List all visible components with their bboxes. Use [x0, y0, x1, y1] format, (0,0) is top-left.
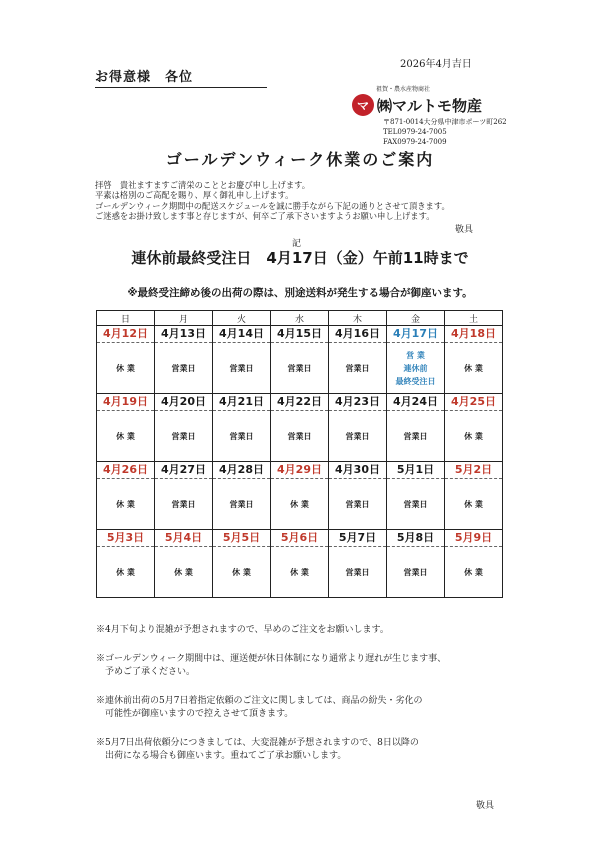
weekday-header: 金 — [387, 311, 445, 326]
day-status-line: 営業日 — [229, 363, 254, 373]
calendar-day-cell — [155, 326, 213, 394]
calendar-day-cell — [271, 462, 329, 530]
day-date: 4月14日 — [213, 326, 270, 343]
company-logo-icon: マ — [352, 94, 374, 116]
calendar-week-row — [97, 530, 503, 598]
day-status-line: 営業日 — [171, 431, 196, 441]
company-subtitle: 祖賀・農水産物商社 — [376, 86, 431, 93]
day-status — [155, 343, 212, 393]
calendar-day-cell — [387, 394, 445, 462]
day-date: 4月16日 — [329, 326, 386, 343]
calendar-day-cell — [155, 530, 213, 598]
day-date: 4月25日 — [445, 394, 502, 411]
day-date: 4月15日 — [271, 326, 328, 343]
order-deadline: 連休前最終受注日 4月17日（金）午前11時まで — [131, 249, 469, 267]
day-status-line: 休 業 — [116, 567, 135, 577]
calendar-day-cell — [213, 326, 271, 394]
day-status-line: 休 業 — [232, 567, 251, 577]
day-status — [387, 343, 444, 393]
day-status-line: 営業日 — [345, 431, 370, 441]
day-date: 5月9日 — [445, 530, 502, 547]
day-status-line: 営業日 — [287, 431, 312, 441]
day-status-line: 休 業 — [464, 567, 483, 577]
day-date: 4月13日 — [155, 326, 212, 343]
day-date: 4月22日 — [271, 394, 328, 411]
company-block — [352, 84, 512, 116]
day-date: 5月7日 — [329, 530, 386, 547]
day-status-line: 営業日 — [345, 499, 370, 509]
greeting-line: 平素は格別のご高配を賜り、厚く御礼申し上げます。 — [95, 190, 294, 201]
note-line: ※連休前出荷の5月7日着指定依頼のご注文に関しましては、商品の紛失・劣化の — [96, 696, 423, 706]
calendar-day-cell — [329, 462, 387, 530]
calendar-day-cell — [155, 394, 213, 462]
address-line: 〒871-0014大分県中津市ポーツ町262 — [383, 118, 507, 126]
holiday-calendar — [96, 310, 503, 598]
ki-marker: 記 — [292, 239, 302, 249]
day-status-line: 休 業 — [174, 567, 193, 577]
day-status — [445, 547, 502, 597]
calendar-day-cell — [97, 326, 155, 394]
note-item — [96, 737, 516, 763]
day-date: 5月8日 — [387, 530, 444, 547]
note-line: 可能性が御座いますので控えさせて頂きます。 — [96, 709, 294, 719]
day-status — [213, 411, 270, 461]
weekday-header: 日 — [97, 311, 155, 326]
day-status — [445, 479, 502, 529]
tel-line: TEL0979-24-7005 — [383, 128, 447, 136]
day-date: 4月20日 — [155, 394, 212, 411]
day-date: 4月17日 — [387, 326, 444, 343]
weekday-header-row — [97, 311, 503, 326]
note-line: 出荷になる場合も御座います。重ねてご了承お願いします。 — [96, 751, 347, 761]
day-status-line: 休 業 — [290, 567, 309, 577]
day-status-line: 営業日 — [171, 499, 196, 509]
calendar-day-cell — [445, 326, 503, 394]
day-date: 5月3日 — [97, 530, 154, 547]
greeting-line: 拝啓 貴社ますますご清栄のこととお慶び申し上げます。 — [95, 180, 311, 190]
note-line: ※ゴールデンウィーク期間中は、運送便が休日体制になり通常より遅れが生じます事、 — [96, 654, 447, 664]
day-date: 5月6日 — [271, 530, 328, 547]
day-status — [445, 343, 502, 393]
notes-section — [96, 624, 516, 779]
greeting-line: ゴールデンウィーク期間中の配送スケジュールを誠に勝手ながら下記の通りとさせて頂きます。 — [95, 200, 450, 211]
day-status — [387, 411, 444, 461]
company-address — [383, 117, 507, 147]
calendar-day-cell — [155, 462, 213, 530]
day-status — [213, 479, 270, 529]
day-date: 4月27日 — [155, 462, 212, 479]
calendar-day-cell — [97, 462, 155, 530]
note-item — [96, 624, 516, 637]
day-status-line: 休 業 — [464, 363, 483, 373]
day-status — [97, 479, 154, 529]
calendar-day-cell — [271, 326, 329, 394]
day-status-line: 休 業 — [290, 499, 309, 509]
calendar-day-cell — [213, 394, 271, 462]
calendar-day-cell — [213, 530, 271, 598]
day-date: 5月5日 — [213, 530, 270, 547]
day-status — [329, 479, 386, 529]
day-status — [329, 343, 386, 393]
day-status — [155, 547, 212, 597]
day-status — [329, 547, 386, 597]
note-line: 予めご了承ください。 — [96, 667, 196, 677]
note-item — [96, 695, 516, 721]
calendar-day-cell — [387, 462, 445, 530]
weekday-header: 土 — [445, 311, 503, 326]
weekday-header: 水 — [271, 311, 329, 326]
greeting-line: ご迷惑をお掛け致します事と存じますが、何卒ご了承下さいますようお願い申し上げます。 — [95, 211, 435, 222]
calendar-body — [97, 326, 503, 598]
recipient: お得意様 各位 — [95, 66, 267, 88]
day-status-line: 休 業 — [116, 363, 135, 373]
calendar-day-cell — [97, 394, 155, 462]
day-date: 4月28日 — [213, 462, 270, 479]
day-status-line: 営 業 — [406, 350, 425, 360]
day-date: 5月4日 — [155, 530, 212, 547]
shipping-notice: ※最終受注締め後の出荷の際は、別途送料が発生する場合が御座います。 — [127, 287, 473, 299]
day-date: 4月29日 — [271, 462, 328, 479]
day-date: 4月30日 — [329, 462, 386, 479]
day-status — [271, 411, 328, 461]
calendar-week-row — [97, 394, 503, 462]
day-status-line: 休 業 — [116, 431, 135, 441]
day-status — [97, 343, 154, 393]
calendar-week-row — [97, 462, 503, 530]
day-status — [97, 547, 154, 597]
greeting-paragraph — [95, 180, 495, 222]
day-status-line: 営業日 — [287, 363, 312, 373]
day-status-line: 営業日 — [403, 499, 428, 509]
note-line: ※5月7日出荷依頼分につきましては、大変混雑が予想されますので、8日以降の — [96, 738, 419, 748]
closing: 敬具 — [476, 801, 495, 811]
calendar-day-cell — [271, 530, 329, 598]
calendar-day-cell — [97, 530, 155, 598]
calendar-day-cell — [271, 394, 329, 462]
day-status-line: 休 業 — [464, 499, 483, 509]
day-date: 4月24日 — [387, 394, 444, 411]
day-status-line: 営業日 — [171, 363, 196, 373]
document-title: ゴールデンウィーク休業のご案内 — [165, 150, 435, 169]
day-status-line: 営業日 — [229, 431, 254, 441]
day-status-line: 最終受注日 — [395, 376, 436, 386]
greeting-closing: 敬具 — [455, 225, 474, 235]
day-status-line: 営業日 — [403, 567, 428, 577]
day-status-line: 営業日 — [345, 363, 370, 373]
issue-date: 2026年4月吉日 — [400, 59, 472, 70]
day-status — [329, 411, 386, 461]
calendar-day-cell — [329, 326, 387, 394]
day-status-line: 休 業 — [464, 431, 483, 441]
day-date: 5月1日 — [387, 462, 444, 479]
calendar-day-cell — [213, 462, 271, 530]
calendar-week-row — [97, 326, 503, 394]
calendar-day-cell — [329, 530, 387, 598]
day-status-line: 営業日 — [229, 499, 254, 509]
day-status-line: 連休前 — [403, 363, 428, 373]
day-status — [97, 411, 154, 461]
fax-line: FAX0979-24-7009 — [383, 138, 447, 146]
day-date: 4月12日 — [97, 326, 154, 343]
day-date: 4月26日 — [97, 462, 154, 479]
day-status — [213, 343, 270, 393]
calendar-day-cell — [445, 394, 503, 462]
note-item — [96, 653, 516, 679]
calendar-day-cell — [445, 462, 503, 530]
day-status — [445, 411, 502, 461]
company-logo-row — [352, 94, 512, 116]
day-date: 4月21日 — [213, 394, 270, 411]
day-status — [387, 547, 444, 597]
day-status-line: 営業日 — [403, 431, 428, 441]
day-status-line: 営業日 — [345, 567, 370, 577]
note-line: ※4月下旬より混雑が予想されますので、早めのご注文をお願いします。 — [96, 625, 389, 635]
day-status — [271, 479, 328, 529]
day-date: 5月2日 — [445, 462, 502, 479]
calendar-day-cell — [445, 530, 503, 598]
day-status — [213, 547, 270, 597]
day-date: 4月23日 — [329, 394, 386, 411]
weekday-header: 火 — [213, 311, 271, 326]
day-date: 4月18日 — [445, 326, 502, 343]
weekday-header: 木 — [329, 311, 387, 326]
calendar-day-cell — [329, 394, 387, 462]
day-status-line: 休 業 — [116, 499, 135, 509]
weekday-header: 月 — [155, 311, 213, 326]
day-status — [155, 411, 212, 461]
day-status — [387, 479, 444, 529]
day-status — [271, 547, 328, 597]
day-date: 4月19日 — [97, 394, 154, 411]
day-status — [271, 343, 328, 393]
calendar-day-cell — [387, 326, 445, 394]
calendar-day-cell — [387, 530, 445, 598]
company-name: ㈱マルトモ物産 — [377, 96, 483, 115]
day-status — [155, 479, 212, 529]
